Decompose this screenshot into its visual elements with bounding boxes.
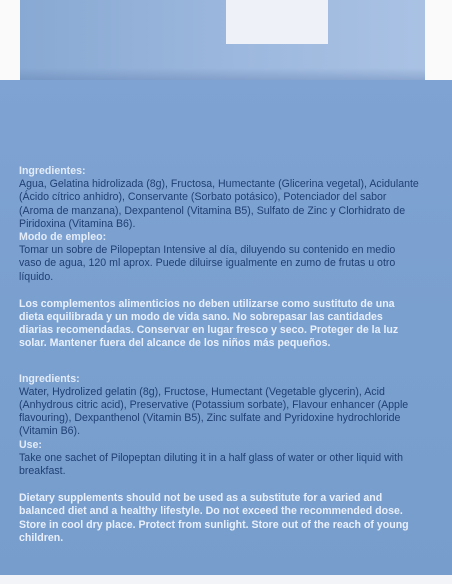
es-warning-text: Los complementos alimenticios no deben utilizarse como sustituto de una dieta equilibrada y un modo de vida sano. No sobrepasar las cantidades diarias recomendadas. Conservar en lugar fresco y seco. Proteger de la luz solar. Mantener fuera del alcance de los niños más pequeños.	[19, 297, 399, 350]
es-usage-text: Tomar un sobre de Pilopeptan Intensive al día, diluyendo su contenido en medio vaso de agua, 120 ml aprox. Puede diluirse igualmente en zumo de frutas u otro líquido.	[19, 244, 396, 283]
es-ingredients-heading: Ingredientes:	[19, 165, 86, 177]
en-ingredients-text: Water, Hydrolized gelatin (8g), Fructose, Humectant (Vegetable glycerin), Acid (Anhydrous citric acid), Preservative (Potassium sorbate), Flavour enhancer (Apple flavouring), Dexpanthenol (Vitamin B5), Zinc sulfate and Pyridoxine hydrochloride (Vitamin B6).	[19, 385, 409, 438]
en-warning-text: Dietary supplements should not be used as a substitute for a varied and balanced diet and a healthy lifestyle. Do not exceed the recommended dose. Store in cool dry place. Protect from sunlight. Store out of the reach of young children.	[19, 492, 409, 544]
es-ingredients-text: Agua, Gelatina hidrolizada (8g), Fructosa, Humectante (Glicerina vegetal), Acidulante (Ácido cítrico anhidro), Conservante (Sorbato potásico), Potenciador del sabor (Aroma de manzana), Dexpantenol (Vitamina B5), Sulfato de Zinc y Clorhidrato de Piridoxina (Vitamina B6).	[19, 178, 419, 230]
en-ingredients-heading: Ingredients:	[19, 372, 80, 385]
label-text-panel	[19, 165, 419, 545]
es-usage-heading: Modo de empleo:	[19, 231, 107, 244]
box-top-stripe	[226, 0, 328, 44]
en-usage-text: Take one sachet of Pilopeptan diluting it in a half glass of water or other liquid with breakfast.	[19, 451, 403, 478]
box-edge-shadow	[20, 68, 425, 80]
box-bottom-edge	[0, 575, 452, 584]
en-usage-heading: Use:	[19, 438, 42, 451]
